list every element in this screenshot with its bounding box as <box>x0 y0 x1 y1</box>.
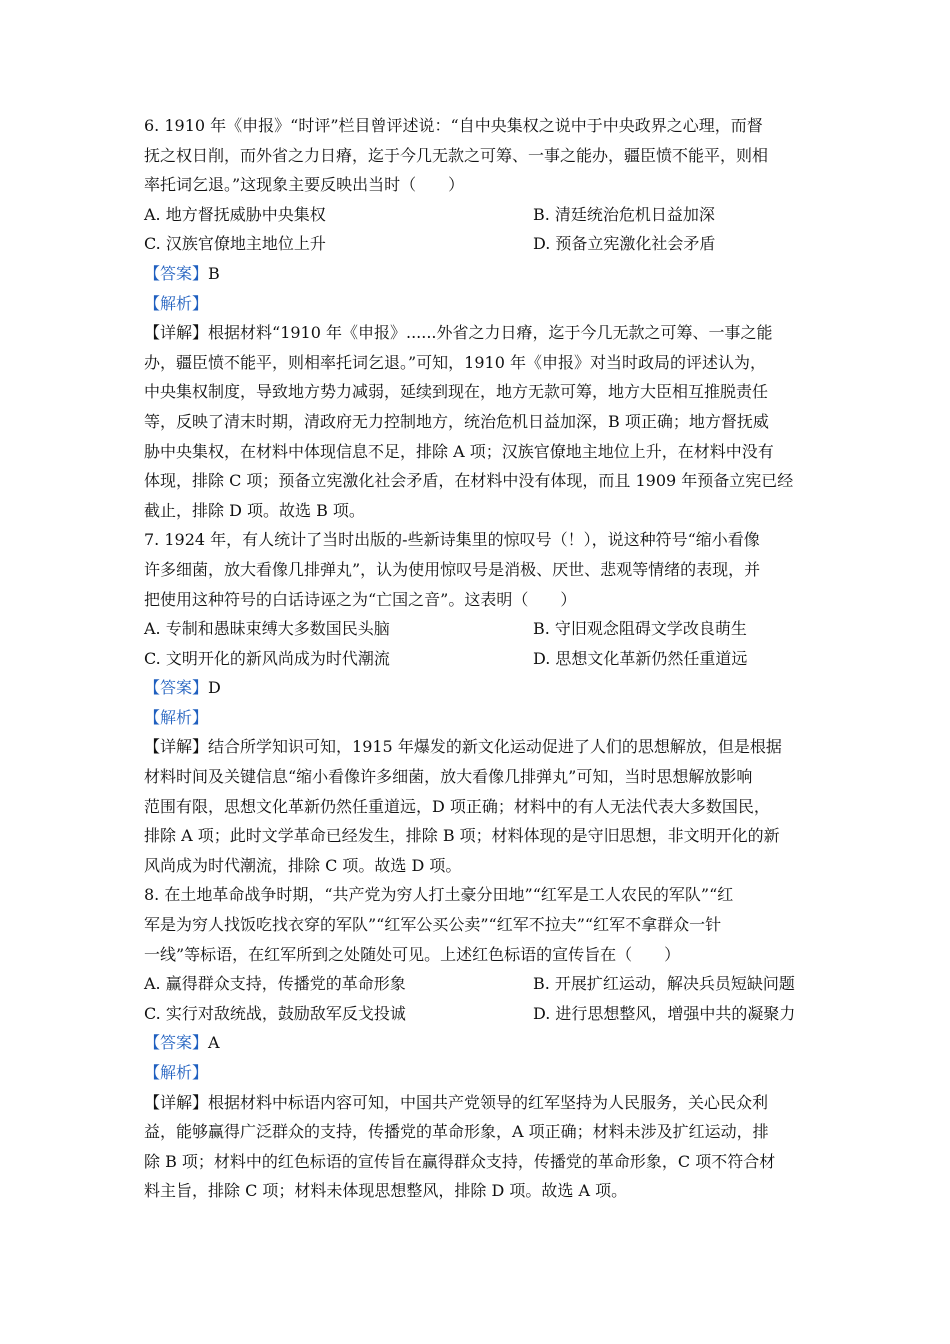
option-b: B. 开展扩红运动，解决兵员短缺问题 <box>533 974 795 994</box>
analysis-tag: 【解析】 <box>144 1063 209 1082</box>
option-a: A. 赢得群众支持，传播党的革命形象 <box>144 974 406 994</box>
question-stem-line: 8. 在土地革命战争时期，“共产党为穷人打土豪分田地”“红军是工人农民的军队”“红 <box>144 885 734 905</box>
detail-line: 体现，排除 C 项；预备立宪激化社会矛盾，在材料中没有体现，而且 1909 年预备立宪已经 <box>144 471 794 491</box>
detail-line: 益，能够赢得广泛群众的支持，传播党的革命形象，A 项正确；材料未涉及扩红运动，排 <box>144 1122 769 1142</box>
option-c: C. 文明开化的新风尚成为时代潮流 <box>144 648 390 668</box>
answer-tag: 【答案】 <box>144 263 209 283</box>
detail-line: 等，反映了清末时期，清政府无力控制地方，统治危机日益加深，B 项正确；地方督抚威 <box>144 411 769 431</box>
detail-tag: 【详解】 <box>144 737 209 757</box>
analysis-line <box>144 1058 808 1088</box>
detail-line: 胁中央集权，在材料中体现信息不足，排除 A 项；汉族官僚地主地位上升，在材料中没有 <box>144 441 774 461</box>
question-6 <box>144 111 808 525</box>
detail-tag: 【详解】 <box>144 323 209 343</box>
analysis-tag: 【解析】 <box>144 293 209 313</box>
option-a: A. 地方督抚威胁中央集权 <box>144 204 326 224</box>
detail-tag: 【详解】 <box>144 1092 209 1112</box>
answer-line <box>144 259 808 289</box>
answer-value: D <box>208 678 221 698</box>
detail-line: 范围有限，思想文化革新仍然任重道远，D 项正确；材料中的有人无法代表大多数国民， <box>144 796 770 816</box>
detail-line: 除 B 项；材料中的红色标语的宣传旨在赢得群众支持，传播党的革命形象，C 项不符合材 <box>144 1151 776 1171</box>
analysis-line <box>144 289 808 319</box>
analysis-tag: 【解析】 <box>144 707 209 727</box>
options-row <box>144 999 808 1029</box>
answer-tag: 【答案】 <box>144 1033 209 1053</box>
options-row <box>144 969 808 999</box>
question-stem-line: 抚之权日削，而外省之力日瘠，迄于今几无款之可筹、一事之能办，疆臣愤不能平，则相 <box>144 145 769 165</box>
detail-line: 风尚成为时代潮流，排除 C 项。故选 D 项。 <box>144 855 462 875</box>
option-c: C. 汉族官僚地主地位上升 <box>144 234 326 254</box>
question-stem-line: 7. 1924 年，有人统计了当时出版的-些新诗集里的惊叹号（！），说这种符号“缩小看像 <box>144 530 760 550</box>
question-stem-line: 许多细菌，放大看像几排弹丸”，认为使用惊叹号是消极、厌世、悲观等情绪的表现，并 <box>144 559 761 579</box>
detail-line <box>144 1088 808 1118</box>
answer-line <box>144 1028 808 1058</box>
option-d: D. 预备立宪激化社会矛盾 <box>533 234 716 254</box>
question-7 <box>144 525 808 880</box>
options-row <box>144 200 808 230</box>
detail-text: 根据材料“1910 年《申报》......外省之力日瘠，迄于今几无款之可筹、一事之能 <box>208 323 773 343</box>
answer-value: B <box>208 263 220 283</box>
option-a: A. 专制和愚昧束缚大多数国民头脑 <box>144 619 390 639</box>
question-stem-line: 把使用这种符号的白话诗诬之为“亡国之音”。这表明（ ） <box>144 589 577 609</box>
analysis-line <box>144 703 808 733</box>
question-stem-line: 6. 1910 年《申报》“时评”栏目曾评述说：“自中央集权之说中于中央政界之心理，而督 <box>144 116 763 135</box>
options-row <box>144 614 808 644</box>
document-page <box>144 111 808 1206</box>
detail-line: 排除 A 项；此时文学革命已经发生，排除 B 项；材料体现的是守旧思想，非文明开化的新 <box>144 826 780 846</box>
detail-line <box>144 318 808 348</box>
detail-line: 截止，排除 D 项。故选 B 项。 <box>144 500 365 520</box>
detail-line: 材料时间及关键信息“缩小看像许多细菌，放大看像几排弹丸”可知，当时思想解放影响 <box>144 767 753 787</box>
option-b: B. 清廷统治危机日益加深 <box>533 204 715 224</box>
detail-line: 办，疆臣愤不能平，则相率托词乞退。”可知，1910 年《申报》对当时政局的评述认为， <box>144 352 766 372</box>
answer-value: A <box>208 1033 220 1053</box>
question-stem-line: 率托词乞退。”这现象主要反映出当时（ ） <box>144 175 465 195</box>
detail-text: 结合所学知识可知，1915 年爆发的新文化运动促进了人们的思想解放，但是根据 <box>208 737 782 757</box>
detail-line: 料主旨，排除 C 项；材料未体现思想整风，排除 D 项。故选 A 项。 <box>144 1181 628 1201</box>
option-b: B. 守旧观念阻碍文学改良萌生 <box>533 619 747 639</box>
options-row <box>144 644 808 674</box>
answer-tag: 【答案】 <box>144 678 209 698</box>
detail-line: 中央集权制度，导致地方势力减弱，延续到现在，地方无款可筹，地方大臣相互推脱责任 <box>144 382 769 402</box>
answer-line <box>144 673 808 703</box>
option-d: D. 思想文化革新仍然任重道远 <box>533 648 748 668</box>
question-8 <box>144 880 808 1206</box>
question-stem-line: 军是为穷人找饭吃找衣穿的军队”“红军公买公卖”“红军不拉夫”“红军不拿群众一针 <box>144 915 722 935</box>
question-stem-line: 一线”等标语，在红军所到之处随处可见。上述红色标语的宣传旨在（ ） <box>144 944 681 964</box>
option-d: D. 进行思想整风，增强中共的凝聚力 <box>533 1003 796 1023</box>
options-row <box>144 229 808 259</box>
detail-text: 根据材料中标语内容可知，中国共产党领导的红军坚持为人民服务，关心民众利 <box>208 1092 769 1112</box>
detail-line <box>144 732 808 762</box>
option-c: C. 实行对敌统战，鼓励敌军反戈投诚 <box>144 1003 406 1023</box>
